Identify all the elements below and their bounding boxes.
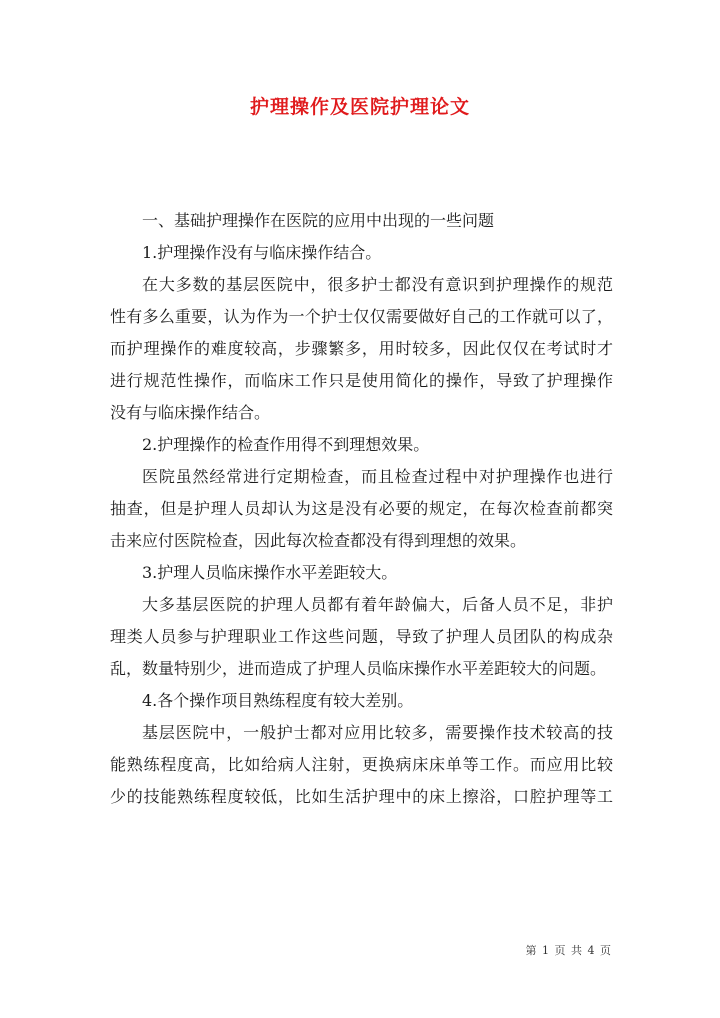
subheading-1: 1.护理操作没有与临床操作结合。 [142, 243, 382, 262]
section-heading: 一、基础护理操作在医院的应用中出现的一些问题 [142, 211, 495, 230]
paragraph-line: 进行规范性操作，而临床工作只是使用简化的操作，导致了护理操作 [110, 371, 613, 390]
document-body [110, 205, 613, 813]
paragraph-line: 理类人员参与护理职业工作这些问题，导致了护理人员团队的构成杂 [110, 627, 613, 646]
paragraph-line: 大多基层医院的护理人员都有着年龄偏大，后备人员不足，非护 [142, 595, 613, 614]
paragraph-line: 能熟练程度高，比如给病人注射，更换病床床单等工作。而应用比较 [110, 755, 613, 774]
paragraph-line: 而护理操作的难度较高，步骤繁多，用时较多，因此仅仅在考试时才 [110, 339, 613, 358]
paragraph-line: 少的技能熟练程度较低，比如生活护理中的床上擦浴，口腔护理等工 [110, 787, 613, 806]
paragraph-line: 抽查，但是护理人员却认为这是没有必要的规定，在每次检查前都突 [110, 499, 613, 518]
paragraph-line: 击来应付医院检查，因此每次检查都没有得到理想的效果。 [110, 531, 527, 550]
paragraph-line: 基层医院中，一般护士都对应用比较多，需要操作技术较高的技 [142, 723, 613, 742]
paragraph-line: 没有与临床操作结合。 [110, 403, 271, 422]
document-title: 护理操作及医院护理论文 [249, 96, 470, 118]
paragraph-line: 在大多数的基层医院中，很多护士都没有意识到护理操作的规范 [142, 275, 613, 294]
subheading-2: 2.护理操作的检查作用得不到理想效果。 [142, 435, 430, 454]
subheading-3: 3.护理人员临床操作水平差距较大。 [142, 563, 398, 582]
page-number-footer: 第 1 页 共 4 页 [525, 944, 612, 957]
paragraph-line: 性有多么重要，认为作为一个护士仅仅需要做好自己的工作就可以了， [110, 307, 613, 326]
subheading-4: 4.各个操作项目熟练程度有较大差别。 [142, 691, 414, 710]
paragraph-line: 医院虽然经常进行定期检查，而且检查过程中对护理操作也进行 [142, 467, 613, 486]
paragraph-line: 乱，数量特别少，进而造成了护理人员临床操作水平差距较大的问题。 [110, 659, 607, 678]
